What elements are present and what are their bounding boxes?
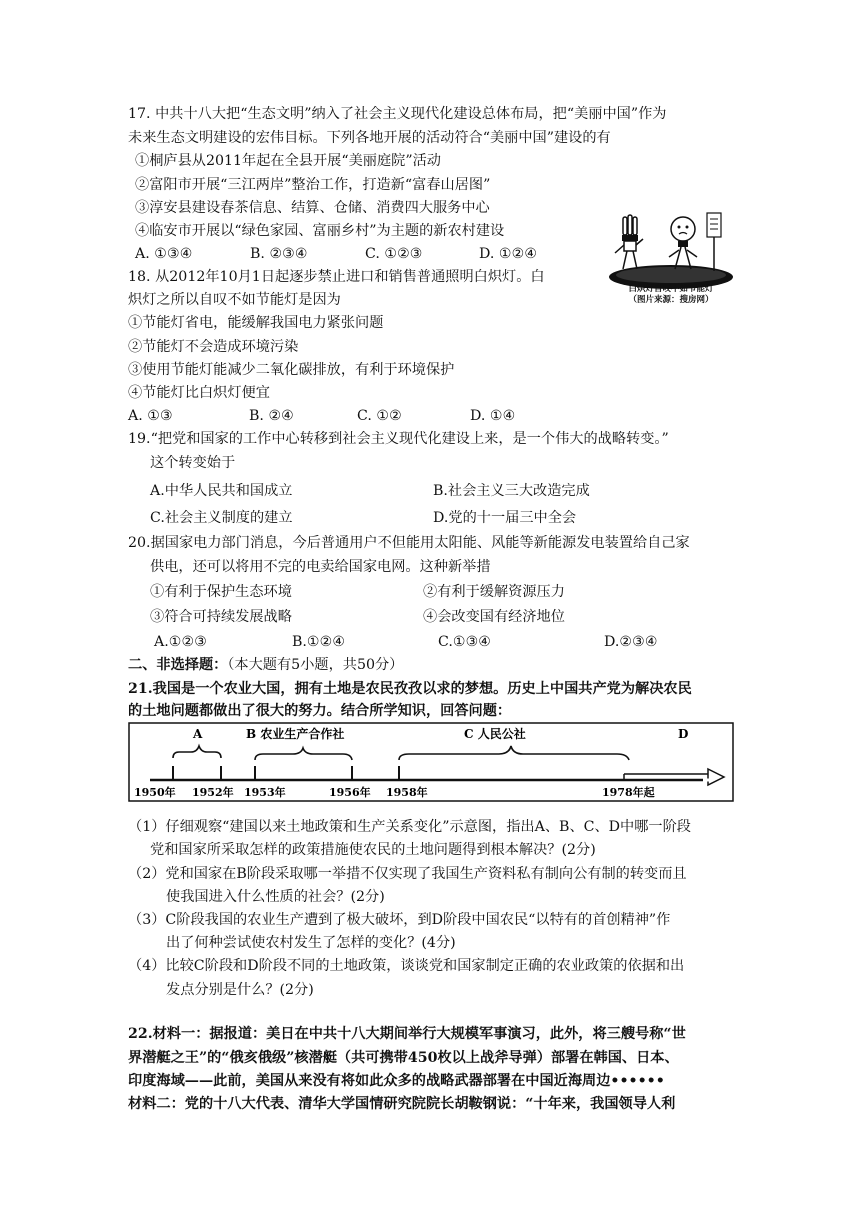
timeline-label-b: B 农业生产合作社 [246, 727, 345, 741]
q21-stem-line1: 21.我国是一个农业大国，拥有土地是农民孜孜以求的梦想。历史上中国共产党为解决农民 [128, 681, 692, 697]
q19-choice-a: A.中华人民共和国成立 [150, 483, 293, 499]
q17-option-1: ①桐庐县从2011年起在全县开展“美丽庭院”活动 [135, 153, 441, 169]
q19-stem-line2: 这个转变始于 [150, 455, 236, 471]
q21-part4-line1: （4）比较C阶段和D阶段不同的土地政策，谈谈党和国家制定正确的农业政策的依据和出 [128, 958, 685, 974]
q17-option-3: ③淳安县建设春茶信息、结算、仓储、消费四大服务中心 [135, 200, 490, 216]
q17-stem-line2: 未来生态文明建设的宏伟目标。下列各地开展的活动符合“美丽中国”建设的有 [128, 130, 611, 146]
q18-choice-b: B. ②④ [249, 408, 294, 424]
q20-stem-line2: 供电，还可以将用不完的电卖给国家电网。这种新举措 [150, 559, 491, 575]
timeline-label-c: C 人民公社 [464, 727, 526, 741]
q20-option-3: ③符合可持续发展战略 [150, 609, 292, 625]
land-policy-timeline [128, 722, 734, 802]
q19-choice-b: B.社会主义三大改造完成 [433, 483, 590, 499]
timeline-year-1958: 1958年 [386, 786, 428, 799]
q21-part3-line2: 出了何种尝试使农村发生了怎样的变化？(4分) [166, 935, 456, 951]
timeline-year-1952: 1952年 [192, 786, 234, 799]
q19-stem-line1: 19.“把党和国家的工作中心转移到社会主义现代化建设上来，是一个伟大的战略转变。” [128, 431, 669, 447]
q22-line2: 界潜艇之王”的“俄亥俄级”核潜艇（共可携带450枚以上战斧导弹）部署在韩国、日本、 [128, 1050, 679, 1066]
q21-part1-line2: 党和国家所采取怎样的政策措施使农民的土地问题得到根本解决？(2分) [150, 842, 596, 858]
q17-stem-line1: 17. 中共十八大把“生态文明”纳入了社会主义现代化建设总体布局，把“美丽中国”作为 [128, 106, 667, 122]
q18-stem-line1: 18. 从2012年10月1日起逐步禁止进口和销售普通照明白炽灯。白 [128, 269, 545, 285]
q20-option-4: ④会改变国有经济地位 [423, 609, 565, 625]
q18-stem-line2: 炽灯之所以自叹不如节能灯是因为 [128, 292, 341, 308]
q19-choice-d: D.党的十一届三中全会 [433, 510, 577, 526]
q18-choice-d: D. ①④ [470, 408, 516, 424]
q22-line1: 22.材料一：据报道：美日在中共十八大期间举行大规模军事演习，此外，将三艘号称“世 [128, 1026, 686, 1042]
q22-line3: 印度海域——此前，美国从来没有将如此众多的战略武器部署在中国近海周边•••••• [128, 1073, 665, 1089]
q20-choice-d: D.②③④ [604, 634, 658, 650]
q17-option-4: ④临安市开展以“绿色家园、富丽乡村”为主题的新农村建设 [135, 223, 505, 239]
incandescent-bulb-icon [669, 217, 697, 269]
q21-part2-line1: （2）党和国家在B阶段采取哪一举措不仅实现了我国生产资料私有制向公有制的转变而且 [128, 866, 687, 882]
q20-stem-line1: 20.据国家电力部门消息，今后普通用户不但能用太阳能、风能等新能源发电装置给自己家 [128, 535, 690, 551]
q18-option-3: ③使用节能灯能减少二氧化碳排放，有利于环境保护 [128, 362, 455, 378]
q22-line4: 材料二：党的十八大代表、清华大学国情研究院院长胡鞍钢说：“十年来，我国领导人利 [128, 1096, 676, 1112]
timeline-label-d: D [678, 727, 689, 741]
q18-option-2: ②节能灯不会造成环境污染 [128, 339, 299, 355]
q20-choice-c: C.①③④ [438, 634, 492, 650]
energy-saving-lamp-icon [615, 215, 643, 269]
q17-choice-a: A. ①③④ [135, 246, 193, 262]
q21-stem-line2: 的土地问题都做出了很大的努力。结合所学知识，回答问题： [128, 703, 512, 719]
q18-option-4: ④节能灯比白炽灯便宜 [128, 385, 270, 401]
q17-choice-b: B. ②③④ [250, 246, 308, 262]
q19-choice-c: C.社会主义制度的建立 [150, 510, 293, 526]
cartoon-caption-line2: （图片来源：搜房网） [628, 295, 714, 305]
q20-choice-b: B.①②④ [292, 634, 346, 650]
cartoon-caption-line1: 白炽灯自叹不如节能灯 [628, 284, 714, 294]
q21-part1-line1: （1）仔细观察“建国以来土地政策和生产关系变化”示意图，指出A、B、C、D中哪一阶段 [128, 819, 691, 835]
q21-part4-line2: 发点分别是什么？(2分) [166, 982, 314, 998]
q20-option-2: ②有利于缓解资源压力 [423, 584, 565, 600]
q18-choice-a: A. ①③ [128, 408, 173, 424]
q17-choice-d: D. ①②④ [479, 246, 538, 262]
q21-part3-line1: （3）C阶段我国的农业生产遭到了极大破坏，到D阶段中国农民“以特有的首创精神”作 [128, 912, 671, 928]
section2-note: （本大题有5小题，共50分） [227, 657, 404, 673]
timeline-year-1950: 1950年 [134, 786, 176, 799]
section2-title: 二、非选择题： [128, 657, 228, 673]
q18-option-1: ①节能灯省电，能缓解我国电力紧张问题 [128, 315, 384, 331]
q18-choice-c: C. ①② [357, 408, 402, 424]
section2-heading [128, 655, 403, 675]
timeline-year-1953: 1953年 [244, 786, 286, 799]
timeline-label-a: A [193, 727, 203, 741]
q20-choice-a: A.①②③ [154, 634, 207, 650]
q17-choice-c: C. ①②③ [365, 246, 423, 262]
q21-part2-line2: 使我国进入什么性质的社会？(2分) [166, 889, 385, 905]
q20-option-1: ①有利于保护生态环境 [150, 584, 292, 600]
timeline-year-1956: 1956年 [329, 786, 371, 799]
q17-option-2: ②富阳市开展“三江两岸”整治工作，打造新“富春山居图” [135, 177, 491, 193]
timeline-year-1978: 1978年起 [602, 786, 655, 799]
